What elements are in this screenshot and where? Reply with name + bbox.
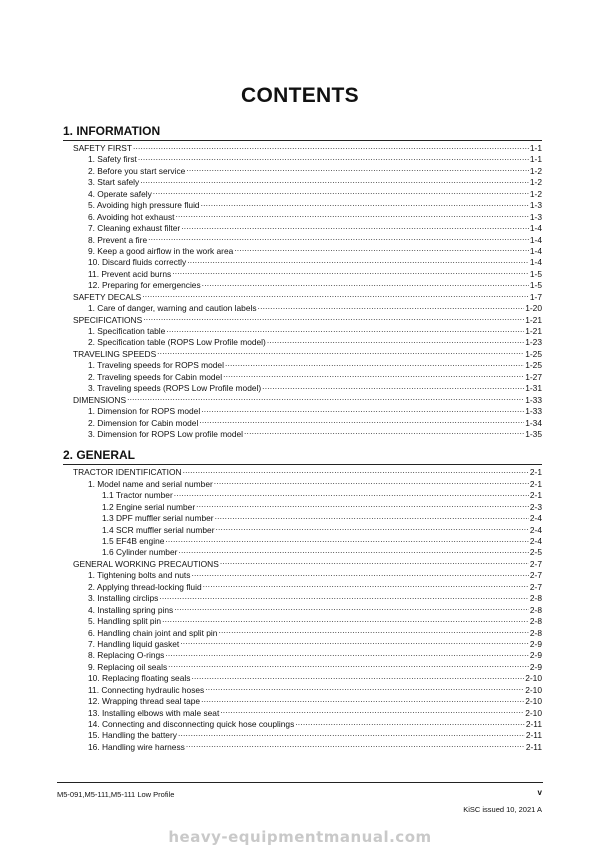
- dot-leader: [205, 684, 524, 693]
- toc-entry[interactable]: [63, 428, 542, 439]
- toc-entry-title: 1.4 SCR muffler serial number: [102, 524, 215, 535]
- toc-entry-title: 2. Specification table (ROPS Low Profile model): [88, 337, 266, 348]
- toc-entry-title: 13. Installing elbows with male seat: [88, 707, 220, 718]
- toc-entry-page: 1-5: [529, 268, 542, 279]
- dot-leader: [186, 741, 525, 750]
- toc-entry-page: 2-11: [525, 730, 542, 741]
- dot-leader: [262, 382, 524, 391]
- toc-entry-title: DIMENSIONS: [73, 394, 127, 405]
- toc-entry[interactable]: [63, 268, 542, 279]
- toc-entry[interactable]: [63, 615, 542, 626]
- toc-entry-page: 2-4: [529, 513, 542, 524]
- dot-leader: [258, 302, 525, 311]
- toc-entry-title: SAFETY DECALS: [73, 291, 142, 302]
- toc-entry[interactable]: [63, 661, 542, 672]
- toc-entry[interactable]: [63, 394, 542, 405]
- footer-issue: KiSC issued 10, 2021 A: [463, 805, 542, 814]
- dot-leader: [172, 268, 529, 277]
- dot-leader: [216, 524, 529, 533]
- footer-page-number: v: [537, 788, 542, 797]
- toc-entry-page: 1-25: [525, 348, 542, 359]
- dot-leader: [162, 615, 529, 624]
- footer-models: M5-091,M5-111,M5-111 Low Profile: [57, 790, 175, 799]
- toc-entry[interactable]: [63, 638, 542, 649]
- toc-entry[interactable]: [63, 302, 542, 313]
- toc-entry-title: SPECIFICATIONS: [73, 314, 143, 325]
- toc-entry[interactable]: [63, 325, 542, 336]
- toc-entry-page: 1-35: [525, 428, 542, 439]
- section-heading: 2. GENERAL: [63, 448, 542, 465]
- toc-entry[interactable]: [63, 199, 542, 210]
- dot-leader: [196, 501, 529, 510]
- toc-entry-page: 1-34: [525, 417, 542, 428]
- footer-divider: [57, 782, 543, 783]
- toc-entry-title: 1. Dimension for ROPS model: [88, 406, 201, 417]
- dot-leader: [225, 359, 524, 368]
- toc-entry-page: 1-3: [529, 211, 542, 222]
- toc-entry-title: 3. Dimension for ROPS Low profile model: [88, 428, 244, 439]
- toc-entry[interactable]: [63, 512, 542, 523]
- toc-entry[interactable]: [63, 466, 542, 477]
- dot-leader: [295, 718, 525, 727]
- toc-entry[interactable]: [63, 165, 542, 176]
- toc-entry[interactable]: [63, 741, 542, 752]
- dot-leader: [157, 348, 524, 357]
- toc-entry-title: GENERAL WORKING PRECAUTIONS: [73, 558, 219, 569]
- dot-leader: [153, 188, 529, 197]
- toc-entry-title: 3. Start safely: [88, 177, 140, 188]
- toc-entry[interactable]: [63, 569, 542, 580]
- toc-entry-page: 2-1: [529, 467, 542, 478]
- dot-leader: [220, 707, 524, 716]
- toc-entry-page: 2-9: [529, 638, 542, 649]
- toc-entry-page: 2-9: [529, 661, 542, 672]
- toc-entry-title: 2. Traveling speeds for Cabin model: [88, 371, 223, 382]
- toc-entry[interactable]: [63, 371, 542, 382]
- toc-entry-page: 1-4: [529, 257, 542, 268]
- toc-entry[interactable]: [63, 188, 542, 199]
- dot-leader: [234, 245, 529, 254]
- toc-entry-title: 14. Connecting and disconnecting quick hose couplings: [88, 719, 295, 729]
- dot-leader: [138, 153, 529, 162]
- toc-entry-title: 1. Traveling speeds for ROPS model: [88, 360, 224, 371]
- toc-entry[interactable]: [63, 501, 542, 512]
- toc-entry[interactable]: [63, 524, 542, 535]
- toc-entry[interactable]: [63, 707, 542, 718]
- toc-entry-title: 9. Replacing oil seals: [88, 661, 168, 672]
- table-of-contents: [63, 124, 542, 752]
- dot-leader: [223, 371, 524, 380]
- toc-entry[interactable]: [63, 336, 542, 347]
- toc-entry-page: 2-10: [525, 673, 542, 684]
- toc-entry-title: 1.1 Tractor number: [102, 490, 173, 501]
- dot-leader: [168, 661, 529, 670]
- dot-leader: [159, 592, 529, 601]
- toc-entry[interactable]: [63, 684, 542, 695]
- dot-leader: [166, 325, 524, 334]
- toc-entry-title: SAFETY FIRST: [73, 143, 132, 153]
- dot-leader: [201, 695, 524, 704]
- toc-entry[interactable]: [63, 592, 542, 603]
- toc-entry-page: 2-7: [529, 570, 542, 581]
- toc-entry[interactable]: [63, 153, 542, 164]
- toc-entry-title: 1.2 Engine serial number: [102, 501, 196, 512]
- toc-entry-title: 8. Prevent a fire: [88, 234, 148, 245]
- toc-entry[interactable]: [63, 279, 542, 290]
- toc-entry[interactable]: [63, 405, 542, 416]
- dot-leader: [178, 546, 528, 555]
- toc-entry-page: 1-21: [525, 326, 542, 336]
- dot-leader: [148, 234, 529, 243]
- watermark: heavy-equipmentmanual.com: [168, 828, 432, 846]
- toc-entry-page: 2-10: [525, 684, 542, 695]
- toc-entry-title: TRACTOR IDENTIFICATION: [73, 467, 182, 478]
- dot-leader: [174, 489, 529, 498]
- toc-entry-page: 2-7: [529, 558, 542, 569]
- toc-entry-page: 2-10: [525, 707, 542, 718]
- dot-leader: [199, 417, 524, 426]
- toc-entry-page: 1-25: [525, 360, 542, 371]
- toc-entry-page: 2-7: [529, 581, 542, 592]
- dot-leader: [181, 222, 529, 231]
- toc-entry-page: 2-8: [529, 604, 542, 615]
- toc-entry[interactable]: [63, 695, 542, 706]
- toc-entry[interactable]: [63, 546, 542, 557]
- toc-entry-page: 2-8: [529, 616, 542, 627]
- dot-leader: [143, 314, 524, 323]
- toc-entry-page: 1-4: [529, 234, 542, 245]
- dot-leader: [244, 428, 524, 437]
- toc-entry-page: 1-7: [529, 291, 542, 302]
- toc-entry-title: 1.5 EF4B engine: [102, 536, 165, 546]
- toc-entry[interactable]: [63, 314, 542, 325]
- toc-entry[interactable]: [63, 359, 542, 370]
- toc-entry-title: 1. Care of danger, warning and caution labels: [88, 303, 257, 314]
- dot-leader: [267, 336, 524, 345]
- toc-entry-title: 4. Installing spring pins: [88, 604, 174, 615]
- dot-leader: [203, 581, 529, 590]
- toc-entry-title: 4. Operate safely: [88, 188, 152, 199]
- toc-entry[interactable]: [63, 245, 542, 256]
- toc-entry-title: 11. Connecting hydraulic hoses: [88, 684, 205, 695]
- toc-entry-title: 2. Dimension for Cabin model: [88, 417, 199, 428]
- toc-entry[interactable]: [63, 382, 542, 393]
- toc-entry-page: 2-8: [529, 593, 542, 604]
- dot-leader: [202, 279, 529, 288]
- toc-entry[interactable]: [63, 627, 542, 638]
- dot-leader: [215, 512, 529, 521]
- section-gap: [63, 439, 542, 448]
- toc-entry-page: 1-1: [529, 143, 542, 153]
- toc-entry[interactable]: [63, 718, 542, 729]
- dot-leader: [191, 672, 524, 681]
- toc-entry-page: 2-3: [529, 501, 542, 512]
- toc-entry-page: 1-31: [525, 383, 542, 394]
- toc-entry-title: 12. Wrapping thread seal tape: [88, 696, 201, 707]
- toc-entry-title: 1. Specification table: [88, 326, 166, 336]
- dot-leader: [187, 256, 529, 265]
- page-title: CONTENTS: [241, 84, 359, 107]
- toc-entry-title: 5. Handling split pin: [88, 616, 162, 627]
- dot-leader: [133, 142, 529, 151]
- toc-entry-title: 8. Replacing O-rings: [88, 650, 165, 661]
- dot-leader: [220, 558, 529, 567]
- toc-entry[interactable]: [63, 176, 542, 187]
- toc-entry-page: 1-4: [529, 223, 542, 234]
- toc-entry-title: 7. Cleaning exhaust filter: [88, 223, 181, 234]
- toc-entry-page: 1-4: [529, 245, 542, 256]
- toc-entry[interactable]: [63, 535, 542, 546]
- toc-entry-page: 2-8: [529, 627, 542, 638]
- toc-entry[interactable]: [63, 417, 542, 428]
- toc-entry-page: 1-21: [525, 314, 542, 325]
- dot-leader: [191, 569, 528, 578]
- toc-entry-page: 2-11: [525, 741, 542, 752]
- toc-entry-page: 1-1: [529, 154, 542, 165]
- toc-entry-title: 1. Model name and serial number: [88, 478, 213, 489]
- toc-entry-title: TRAVELING SPEEDS: [73, 348, 157, 359]
- toc-entry[interactable]: [63, 291, 542, 302]
- toc-entry[interactable]: [63, 234, 542, 245]
- toc-entry-page: 2-4: [529, 536, 542, 546]
- section-heading: 1. INFORMATION: [63, 124, 542, 141]
- toc-entry-page: 1-20: [525, 303, 542, 314]
- dot-leader: [142, 291, 529, 300]
- toc-entry-title: 16. Handling wire harness: [88, 741, 185, 752]
- toc-entry-title: 2. Before you start service: [88, 165, 186, 176]
- dot-leader: [127, 394, 524, 403]
- toc-entry-page: 1-23: [525, 337, 542, 348]
- dot-leader: [218, 627, 528, 636]
- toc-entry[interactable]: [63, 489, 542, 500]
- toc-entry-page: 1-3: [529, 200, 542, 211]
- toc-entry-title: 10. Discard fluids correctly: [88, 257, 187, 268]
- toc-entry-page: 1-2: [529, 177, 542, 188]
- toc-entry-title: 3. Installing circlips: [88, 593, 159, 604]
- dot-leader: [183, 466, 529, 475]
- toc-entry-page: 2-5: [529, 547, 542, 558]
- toc-entry[interactable]: [63, 581, 542, 592]
- dot-leader: [165, 649, 529, 658]
- dot-leader: [186, 165, 529, 174]
- toc-entry[interactable]: [63, 649, 542, 660]
- toc-entry-page: 1-2: [529, 165, 542, 176]
- toc-entry-title: 1. Tightening bolts and nuts: [88, 570, 191, 581]
- toc-entry-title: 6. Avoiding hot exhaust: [88, 211, 175, 222]
- toc-entry[interactable]: [63, 256, 542, 267]
- toc-entry[interactable]: [63, 478, 542, 489]
- toc-entry[interactable]: [63, 729, 542, 740]
- toc-entry-title: 5. Avoiding high pressure fluid: [88, 200, 200, 211]
- toc-entry[interactable]: [63, 211, 542, 222]
- dot-leader: [175, 211, 528, 220]
- toc-entry[interactable]: [63, 558, 542, 569]
- toc-entry-title: 2. Applying thread-locking fluid: [88, 581, 202, 592]
- dot-leader: [174, 604, 529, 613]
- dot-leader: [180, 638, 529, 647]
- dot-leader: [178, 729, 525, 738]
- toc-entry-title: 1. Safety first: [88, 154, 137, 165]
- toc-entry-page: 2-1: [529, 490, 542, 501]
- toc-entry-page: 2-10: [525, 696, 542, 707]
- toc-entry-title: 9. Keep a good airflow in the work area: [88, 245, 234, 256]
- toc-entry-title: 6. Handling chain joint and split pin: [88, 627, 218, 638]
- toc-entry-page: 2-1: [529, 478, 542, 489]
- toc-entry[interactable]: [63, 142, 542, 153]
- toc-entry-page: 1-2: [529, 188, 542, 199]
- dot-leader: [165, 535, 528, 544]
- toc-entry-title: 10. Replacing floating seals: [88, 673, 191, 684]
- toc-entry-title: 12. Preparing for emergencies: [88, 280, 201, 291]
- toc-entry-title: 3. Traveling speeds (ROPS Low Profile model): [88, 383, 262, 394]
- toc-entry[interactable]: [63, 604, 542, 615]
- toc-entry-page: 2-9: [529, 650, 542, 661]
- toc-entry-page: 1-27: [525, 371, 542, 382]
- toc-entry-page: 1-33: [525, 406, 542, 417]
- dot-leader: [201, 405, 524, 414]
- toc-entry-title: 1.6 Cylinder number: [102, 547, 178, 558]
- toc-entry-title: 7. Handling liquid gasket: [88, 638, 180, 649]
- toc-entry[interactable]: [63, 222, 542, 233]
- toc-entry-page: 2-4: [529, 524, 542, 535]
- dot-leader: [214, 478, 529, 487]
- dot-leader: [201, 199, 529, 208]
- toc-entry[interactable]: [63, 672, 542, 683]
- toc-entry-title: 1.3 DPF muffler serial number: [102, 513, 214, 524]
- toc-entry-page: 1-5: [529, 280, 542, 291]
- dot-leader: [140, 176, 529, 185]
- toc-entry-page: 2-11: [525, 719, 542, 729]
- toc-entry-page: 1-33: [525, 394, 542, 405]
- toc-entry[interactable]: [63, 348, 542, 359]
- toc-entry-title: 11. Prevent acid burns: [88, 268, 172, 279]
- toc-entry-title: 15. Handling the battery: [88, 730, 177, 741]
